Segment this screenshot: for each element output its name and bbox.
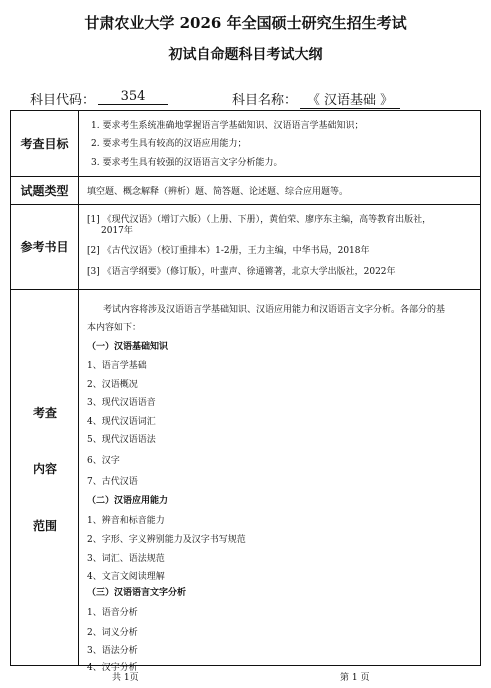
scope-part-title: （二）汉语应用能力 <box>87 496 169 506</box>
scope-item: 2、字形、字义辨别能力及汉字书写规范 <box>87 535 246 545</box>
scope-item: 1、辨音和标音能力 <box>87 516 165 526</box>
footer-total-pages: 共 1页 <box>112 673 139 683</box>
reference-item: [3] 《语言学纲要》（修订版），叶蜚声、徐通锵著，北京大学出版社，2022年 <box>87 267 396 277</box>
document-title: 甘肃农业大学 2026 年全国硕士研究生招生考试 <box>84 14 407 32</box>
scope-item: 3、语法分析 <box>87 646 138 656</box>
scope-intro: 考试内容将涉及汉语语言学基础知识、汉语应用能力和汉语语言文字分析。各部分的基 <box>103 305 446 315</box>
question-types-content <box>79 176 480 204</box>
scope-label <box>11 289 79 665</box>
references-row <box>11 204 480 290</box>
scope-row <box>11 289 480 673</box>
subject-name: 《 汉语基础 》 <box>300 89 400 109</box>
question-types-text: 填空题、概念解释（辨析）题、简答题、论述题、综合应用题等。 <box>87 187 349 197</box>
references-label: 参考书目 <box>11 204 79 289</box>
objectives-content <box>79 111 480 176</box>
references-content <box>79 204 480 289</box>
question-types-label: 试题类型 <box>11 176 79 204</box>
objective-item: 3. 要求考生具有较强的汉语语言文字分析能力。 <box>91 158 283 168</box>
scope-item: 7、古代汉语 <box>87 477 138 487</box>
scope-item: 2、汉语概况 <box>87 380 138 390</box>
objectives-label: 考查目标 <box>11 111 79 176</box>
subject-name-label: 科目名称： <box>232 93 298 108</box>
subject-line <box>30 89 470 107</box>
scope-item: 3、词汇、语法规范 <box>87 554 165 564</box>
outline-table <box>10 110 481 673</box>
scope-item: 5、现代汉语语法 <box>87 435 156 445</box>
scope-item: 3、现代汉语语音 <box>87 398 156 408</box>
scope-item: 1、语音分析 <box>87 608 138 618</box>
scope-item: 4、现代汉语词汇 <box>87 417 156 427</box>
scope-item: 4、汉字分析 <box>87 663 138 673</box>
objective-item: 2. 要求考生具有较高的汉语应用能力； <box>91 139 247 149</box>
scope-intro: 本内容如下： <box>87 323 142 333</box>
scope-item: 1、语言学基础 <box>87 361 147 371</box>
scope-part-title: （三）汉语语言文字分析 <box>87 588 187 598</box>
scope-item: 6、汉字 <box>87 456 120 466</box>
objectives-row <box>11 111 480 177</box>
objective-item: 1. 要求考生系统准确地掌握语言学基础知识、汉语语言学基础知识； <box>91 121 364 131</box>
scope-part-title: （一）汉语基础知识 <box>87 342 169 352</box>
reference-item: [2] 《古代汉语》（校订重排本）1-2册，王力主编，中华书局，2018年 <box>87 246 370 256</box>
subject-code-label: 科目代码： <box>30 93 96 108</box>
footer-page-number: 第 1 页 <box>340 673 370 683</box>
subject-code: 354 <box>98 89 168 105</box>
question-types-row <box>11 176 480 205</box>
reference-item: [1] 《现代汉语》（增订六版）（上册、下册），黄伯荣、廖序东主编，高等教育出版社， <box>87 215 432 225</box>
scope-item: 4、文言文阅读理解 <box>87 572 165 582</box>
document-subtitle: 初试自命题科目考试大纲 <box>168 47 323 63</box>
scope-item: 2、词义分析 <box>87 628 138 638</box>
scope-content <box>79 289 480 673</box>
scope-label-char: 内容 <box>32 462 57 476</box>
reference-item-continued: 2017年 <box>101 226 133 236</box>
scope-label-char: 范围 <box>32 519 57 533</box>
scope-label-char: 考查 <box>32 406 57 420</box>
